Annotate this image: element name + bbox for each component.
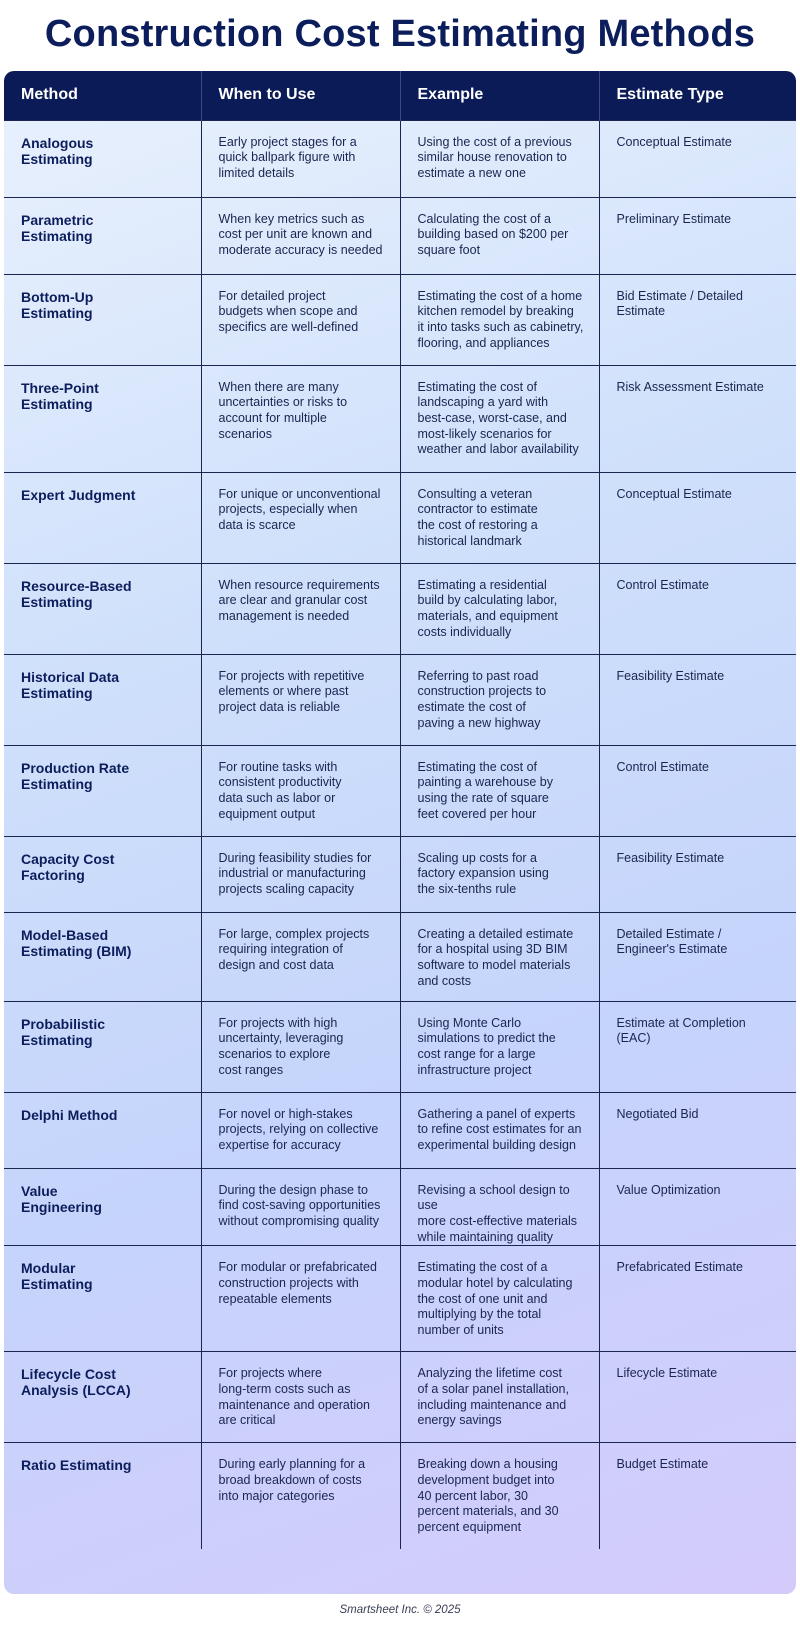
cell-example: Estimating a residential build by calculating labor, materials, and equipment costs individually: [400, 563, 599, 654]
cell-estimate-type: Risk Assessment Estimate: [599, 365, 796, 472]
cell-when-to-use: For modular or prefabricated construction projects with repeatable elements: [201, 1246, 400, 1352]
table-row: [4, 1001, 796, 1092]
cell-when-to-use: Early project stages for a quick ballpark figure with limited details: [201, 120, 400, 197]
table-row: [4, 197, 796, 274]
cell-when-to-use: For detailed project budgets when scope and specifics are well-defined: [201, 274, 400, 365]
header-when-to-use: When to Use: [201, 71, 400, 120]
methods-table: [4, 71, 796, 1549]
cell-example: Using the cost of a previous similar house renovation to estimate a new one: [400, 120, 599, 197]
table-row: [4, 836, 796, 912]
table-row: [4, 745, 796, 836]
cell-method: Lifecycle Cost Analysis (LCCA): [4, 1352, 201, 1443]
table-row: [4, 472, 796, 563]
cell-when-to-use: During the design phase to find cost-saving opportunities without compromising quality: [201, 1168, 400, 1246]
cell-example: Estimating the cost of a home kitchen remodel by breaking it into tasks such as cabinetry, flooring, and appliances: [400, 274, 599, 365]
cell-estimate-type: Feasibility Estimate: [599, 654, 796, 745]
cell-example: Referring to past road construction projects to estimate the cost of paving a new highway: [400, 654, 599, 745]
table-row: [4, 1246, 796, 1352]
cell-method: Model-Based Estimating (BIM): [4, 912, 201, 1001]
cell-example: Estimating the cost of painting a warehouse by using the rate of square feet covered per hour: [400, 745, 599, 836]
header-estimate-type: Estimate Type: [599, 71, 796, 120]
cell-estimate-type: Feasibility Estimate: [599, 836, 796, 912]
cell-method: Three-Point Estimating: [4, 365, 201, 472]
cell-example: Breaking down a housing development budget into 40 percent labor, 30 percent materials, and 30 percent equipment: [400, 1443, 599, 1549]
cell-example: Gathering a panel of experts to refine cost estimates for an experimental building design: [400, 1092, 599, 1168]
footer-copyright: Smartsheet Inc. © 2025: [339, 1604, 461, 1616]
cell-estimate-type: Detailed Estimate / Engineer's Estimate: [599, 912, 796, 1001]
table-row: [4, 1443, 796, 1549]
methods-table-container: [4, 71, 796, 1594]
cell-method: Production Rate Estimating: [4, 745, 201, 836]
cell-method: Parametric Estimating: [4, 197, 201, 274]
cell-when-to-use: For unique or unconventional projects, especially when data is scarce: [201, 472, 400, 563]
cell-method: Resource-Based Estimating: [4, 563, 201, 654]
table-row: [4, 1168, 796, 1246]
cell-method: Historical Data Estimating: [4, 654, 201, 745]
cell-when-to-use: For novel or high-stakes projects, relying on collective expertise for accuracy: [201, 1092, 400, 1168]
cell-example: Using Monte Carlo simulations to predict the cost range for a large infrastructure project: [400, 1001, 599, 1092]
cell-example: Estimating the cost of a modular hotel by calculating the cost of one unit and multiplying by the total number of units: [400, 1246, 599, 1352]
page-title: Construction Cost Estimating Methods: [44, 13, 756, 55]
cell-method: Capacity Cost Factoring: [4, 836, 201, 912]
cell-when-to-use: During early planning for a broad breakdown of costs into major categories: [201, 1443, 400, 1549]
cell-example: Analyzing the lifetime cost of a solar panel installation, including maintenance and energy savings: [400, 1352, 599, 1443]
cell-estimate-type: Conceptual Estimate: [599, 120, 796, 197]
table-row: [4, 912, 796, 1001]
cell-estimate-type: Preliminary Estimate: [599, 197, 796, 274]
cell-method: Expert Judgment: [4, 472, 201, 563]
cell-example: Revising a school design to use more cost-effective materials while maintaining quality: [400, 1168, 599, 1246]
cell-estimate-type: Bid Estimate / Detailed Estimate: [599, 274, 796, 365]
cell-when-to-use: For large, complex projects requiring integration of design and cost data: [201, 912, 400, 1001]
cell-example: Estimating the cost of landscaping a yard with best-case, worst-case, and most-likely scenarios for weather and labor availability: [400, 365, 599, 472]
cell-when-to-use: For projects with high uncertainty, leveraging scenarios to explore cost ranges: [201, 1001, 400, 1092]
cell-method: Value Engineering: [4, 1168, 201, 1246]
cell-example: Creating a detailed estimate for a hospital using 3D BIM software to model materials and costs: [400, 912, 599, 1001]
cell-estimate-type: Control Estimate: [599, 745, 796, 836]
cell-estimate-type: Conceptual Estimate: [599, 472, 796, 563]
cell-example: Consulting a veteran contractor to estimate the cost of restoring a historical landmark: [400, 472, 599, 563]
cell-method: Ratio Estimating: [4, 1443, 201, 1549]
cell-when-to-use: During feasibility studies for industrial or manufacturing projects scaling capacity: [201, 836, 400, 912]
cell-estimate-type: Estimate at Completion (EAC): [599, 1001, 796, 1092]
table-body: [4, 120, 796, 1549]
cell-when-to-use: When key metrics such as cost per unit are known and moderate accuracy is needed: [201, 197, 400, 274]
cell-estimate-type: Prefabricated Estimate: [599, 1246, 796, 1352]
table-row: [4, 654, 796, 745]
cell-method: Delphi Method: [4, 1092, 201, 1168]
table-row: [4, 563, 796, 654]
table-row: [4, 365, 796, 472]
table-row: [4, 1352, 796, 1443]
cell-when-to-use: For projects with repetitive elements or where past project data is reliable: [201, 654, 400, 745]
cell-method: Modular Estimating: [4, 1246, 201, 1352]
cell-when-to-use: For projects where long-term costs such as maintenance and operation are critical: [201, 1352, 400, 1443]
cell-when-to-use: When resource requirements are clear and granular cost management is needed: [201, 563, 400, 654]
cell-when-to-use: For routine tasks with consistent productivity data such as labor or equipment output: [201, 745, 400, 836]
cell-estimate-type: Negotiated Bid: [599, 1092, 796, 1168]
table-row: [4, 120, 796, 197]
table-header-row: [4, 71, 796, 120]
cell-estimate-type: Value Optimization: [599, 1168, 796, 1246]
cell-estimate-type: Lifecycle Estimate: [599, 1352, 796, 1443]
cell-example: Scaling up costs for a factory expansion using the six-tenths rule: [400, 836, 599, 912]
header-example: Example: [400, 71, 599, 120]
header-method: Method: [21, 86, 78, 104]
cell-method: Bottom-Up Estimating: [4, 274, 201, 365]
cell-estimate-type: Control Estimate: [599, 563, 796, 654]
cell-estimate-type: Budget Estimate: [599, 1443, 796, 1549]
table-row: [4, 1092, 796, 1168]
cell-when-to-use: When there are many uncertainties or risks to account for multiple scenarios: [201, 365, 400, 472]
cell-method: Analogous Estimating: [4, 120, 201, 197]
cell-method: Probabilistic Estimating: [4, 1001, 201, 1092]
cell-example: Calculating the cost of a building based on $200 per square foot: [400, 197, 599, 274]
table-row: [4, 274, 796, 365]
